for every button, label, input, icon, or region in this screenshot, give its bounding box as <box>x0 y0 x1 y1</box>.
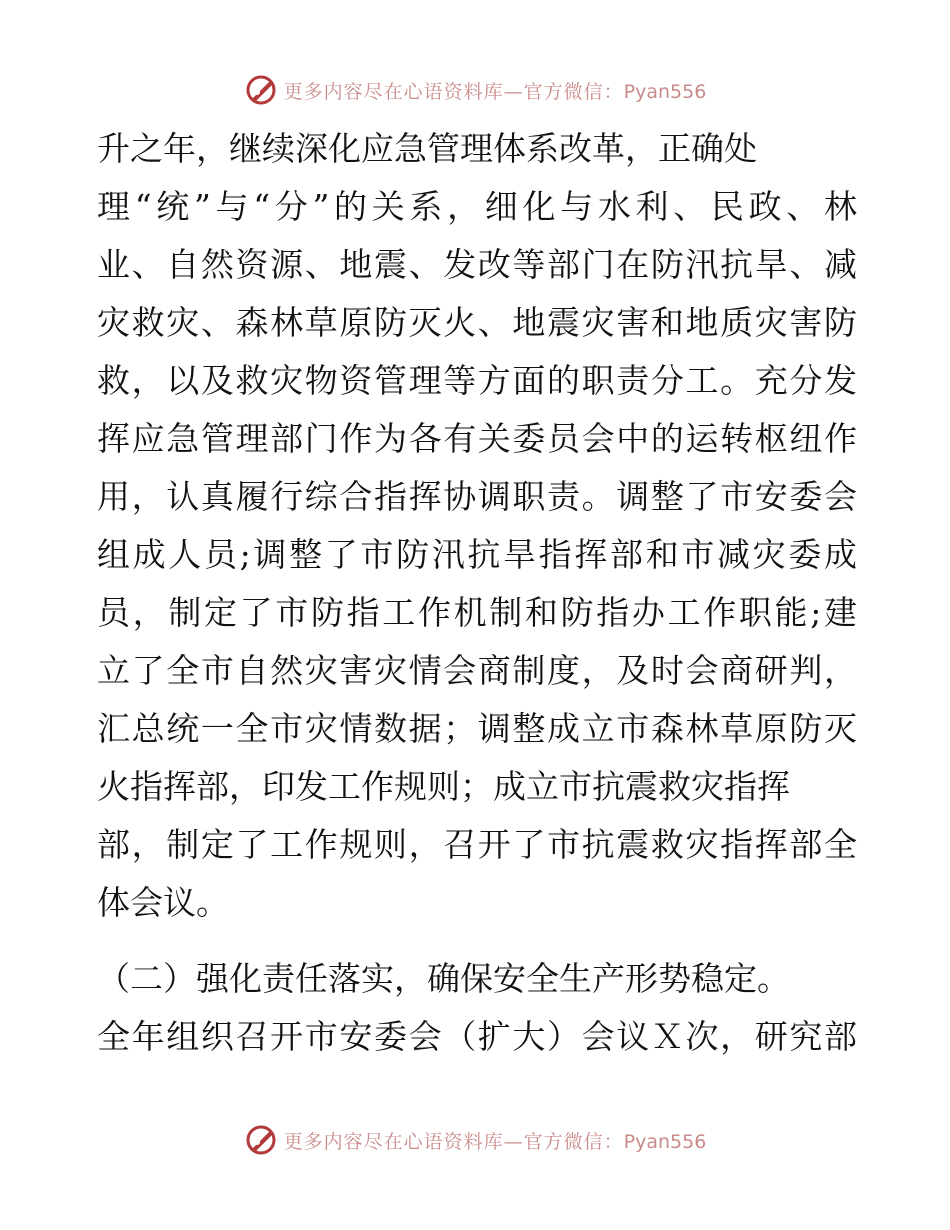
text-line: 挥应急管理部门作为各有关委员会中的运转枢纽作 <box>97 419 857 458</box>
paragraph-2 <box>97 950 857 1066</box>
text-line: 组成人员;调整了市防汛抗旱指挥部和市减灾委成 <box>97 535 857 574</box>
pen-logo-icon <box>244 73 278 107</box>
section-heading: （二）强化责任落实，确保安全生产形势稳定。 <box>97 959 790 998</box>
text-line: 汇总统一全市灾情数据；调整成立市森林草原防灭 <box>97 709 857 748</box>
text-line: 员，制定了市防指工作机制和防指办工作职能;建 <box>97 593 857 632</box>
text-line: 全年组织召开市安委会（扩大）会议Ｘ次，研究部 <box>97 1017 857 1056</box>
watermark-account: Pyan556 <box>623 80 707 103</box>
pen-logo-icon <box>244 1123 278 1157</box>
watermark-top <box>0 72 950 108</box>
watermark-text: 更多内容尽在心语资料库—官方微信：Pyan556 <box>283 80 707 103</box>
text-line: 升之年，继续深化应急管理体系改革，正确处 <box>97 129 757 168</box>
watermark-account: Pyan556 <box>623 1130 707 1153</box>
text-line: 用，认真履行综合指挥协调职责。调整了市安委会 <box>97 477 857 516</box>
text-line: 业、自然资源、地震、发改等部门在防汛抗旱、减 <box>97 245 857 284</box>
watermark-bottom <box>0 1122 950 1158</box>
watermark-text: 更多内容尽在心语资料库—官方微信：Pyan556 <box>283 1130 707 1153</box>
document-body <box>97 120 857 1066</box>
text-line: 立了全市自然灾害灾情会商制度，及时会商研判， <box>97 651 857 690</box>
text-line: 救，以及救灾物资管理等方面的职责分工。充分发 <box>97 361 857 400</box>
paragraph-1 <box>97 120 857 932</box>
text-line: 体会议。 <box>97 883 229 922</box>
text-line: 灾救灾、森林草原防灭火、地震灾害和地质灾害防 <box>97 303 857 342</box>
text-line: 部，制定了工作规则，召开了市抗震救灾指挥部全 <box>97 825 857 864</box>
text-line: 理“统”与“分”的关系，细化与水利、民政、林 <box>97 187 857 226</box>
text-line: 火指挥部，印发工作规则；成立市抗震救灾指挥 <box>97 767 790 806</box>
